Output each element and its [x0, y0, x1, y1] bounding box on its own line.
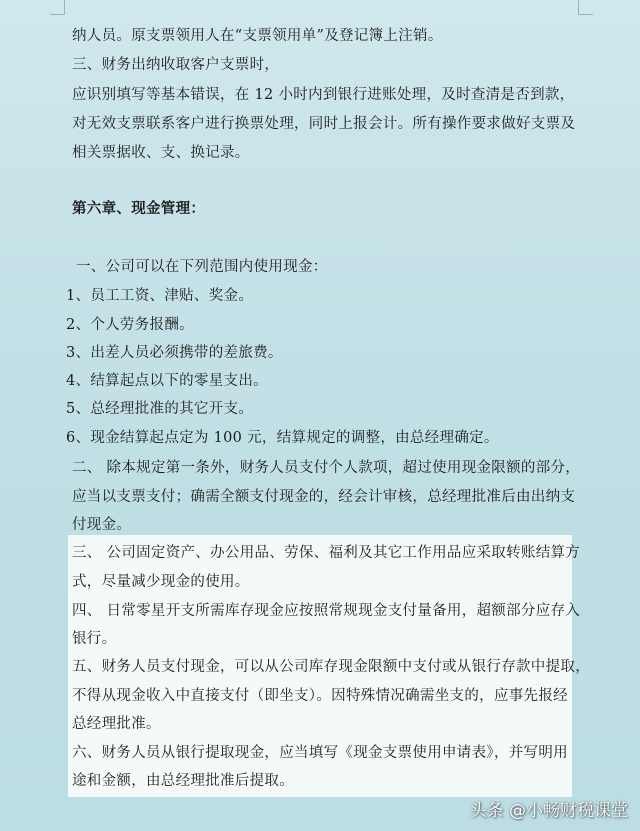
chapter-heading: 第六章、现金管理：: [72, 200, 206, 217]
text-line: 六、财务人员从银行提取现金，应当填写《现金支票使用申请表》，并写明用: [72, 745, 568, 761]
text-line: 应识别填写等基本错误，在 12 小时内到银行进账处理，及时查清是否到款，: [72, 87, 575, 103]
text-line: 应当以支票支付；确需全额支付现金的，经会计审核，总经理批准后由出纳支: [72, 489, 576, 505]
text-line: 式，尽量减少现金的使用。: [72, 574, 250, 590]
text-line: 纳人员。原支票领用人在“支票领用单”及登记簿上注销。: [72, 28, 443, 44]
list-item: 4、结算起点以下的零星支出。: [66, 373, 268, 389]
list-item: 6、现金结算起点定为 100 元，结算规定的调整，由总经理确定。: [66, 430, 499, 446]
text-line: 付现金。: [72, 517, 132, 533]
list-item: 5、总经理批准的其它开支。: [66, 401, 254, 417]
text-line: 银行。: [72, 631, 117, 647]
list-item: 1、员工工资、津贴、奖金。: [66, 288, 254, 304]
list-item: 2、个人劳务报酬。: [66, 317, 194, 333]
list-item: 3、出差人员必须携带的差旅费。: [66, 345, 283, 361]
text-line: 不得从现金收入中直接支付（即坐支）。因特殊情况确需坐支的，应事先报经: [72, 688, 568, 704]
text-line: 相关票据收、支、换记录。: [72, 145, 250, 161]
text-line: 二、 除本规定第一条外，财务人员支付个人款项，超过使用现金限额的部分，: [72, 460, 581, 476]
text-line: 对无效支票联系客户进行换票处理，同时上报会计。所有操作要求做好支票及: [72, 116, 576, 132]
page-corner-marker-left: [50, 0, 65, 15]
text-line: 五、财务人员支付现金，可以从公司库存现金限额中支付或从银行存款中提取，: [72, 659, 590, 675]
text-line: 三、 公司固定资产、办公用品、劳保、福利及其它工作用品应采取转账结算方: [72, 545, 581, 561]
page-corner-marker-right: [578, 0, 593, 15]
text-line: 途和金额，由总经理批准后提取。: [72, 773, 294, 789]
watermark-label: 头条 @小畅财税课堂: [469, 801, 628, 821]
text-line: 四、 日常零星开支所需库存现金应按照常规现金支付量备用，超额部分应存入: [72, 603, 581, 619]
text-line: 三、财务出纳收取客户支票时，: [72, 57, 280, 73]
text-line: 总经理批准。: [72, 716, 161, 732]
text-line: 一、公司可以在下列范围内使用现金：: [76, 259, 328, 275]
